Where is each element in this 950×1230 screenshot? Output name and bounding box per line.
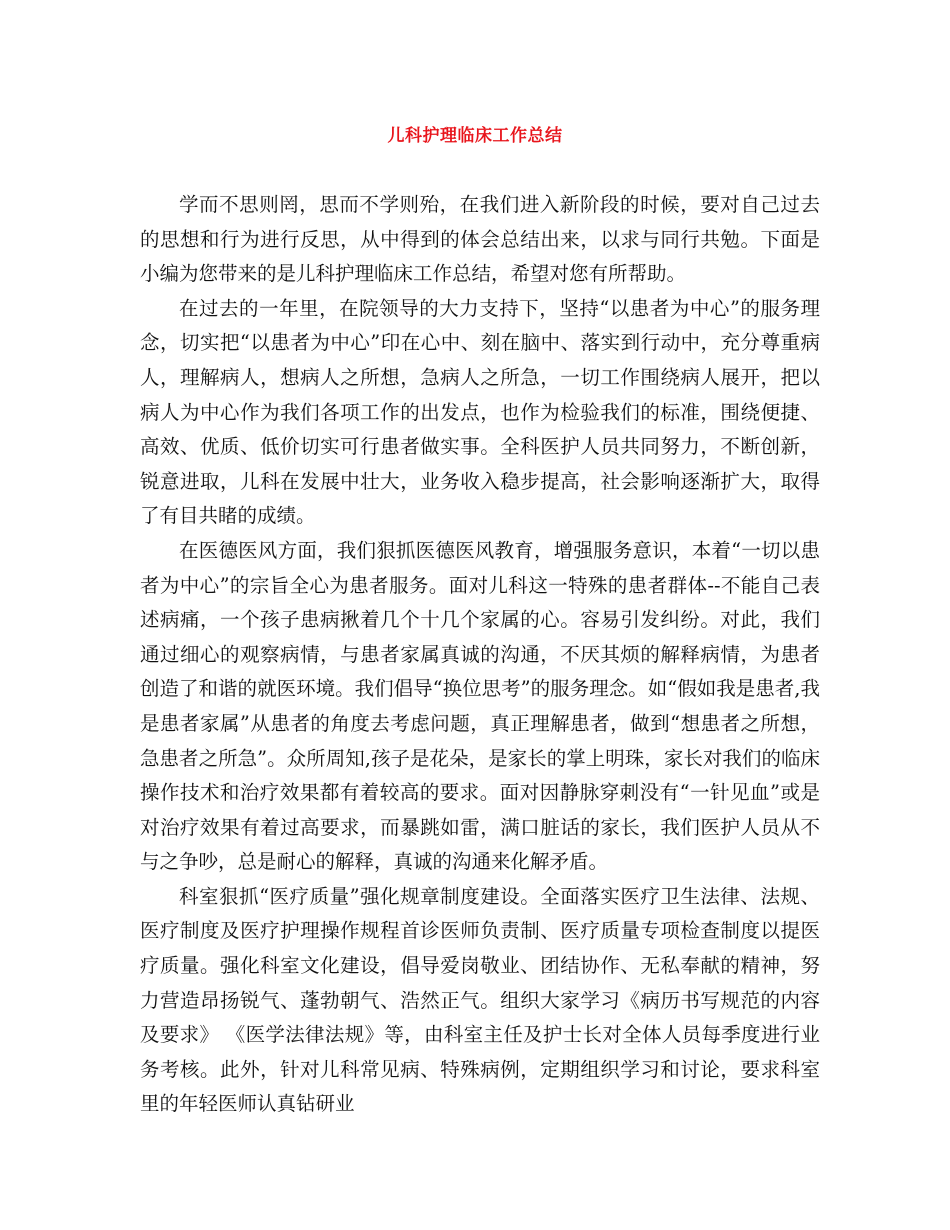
- paragraph: 在医德医风方面，我们狠抓医德医风教育，增强服务意识，本着“一切以患者为中心”的宗旨全心为患者服务。面对儿科这一特殊的患者群体--不能自己表述病痛，一个孩子患病揪着几个十几个家属的心。容易引发纠纷。对此，我们通过细心的观察病情，与患者家属真诚的沟通，不厌其烦的解释病情，为患者创造了和谐的就医环境。我们倡导“换位思考”的服务理念。如“假如我是患者,我是患者家属”从患者的角度去考虑问题，真正理解患者，做到“想患者之所想，急患者之所急”。众所周知,孩子是花朵，是家长的掌上明珠，家长对我们的临床操作技术和治疗效果都有着较高的要求。面对因静脉穿刺没有“一针见血”或是对治疗效果有着过高要求，而暴跳如雷，满口脏话的家长，我们医护人员从不与之争吵，总是耐心的解释，真诚的沟通来化解矛盾。: [140, 538, 820, 874]
- paragraph: 学而不思则罔，思而不学则殆，在我们进入新阶段的时候，要对自己过去的思想和行为进行反思，从中得到的体会总结出来，以求与同行共勉。下面是小编为您带来的是儿科护理临床工作总结，希望对您有所帮助。: [140, 193, 820, 286]
- paragraph: 在过去的一年里，在院领导的大力支持下，坚持“以患者为中心”的服务理念，切实把“以患者为中心”印在心中、刻在脑中、落实到行动中，充分尊重病人，理解病人，想病人之所想，急病人之所急，一切工作围绕病人展开，把以病人为中心作为我们各项工作的出发点，也作为检验我们的标准，围绕便捷、高效、优质、低价切实可行患者做实事。全科医护人员共同努力，不断创新，锐意进取，儿科在发展中壮大，业务收入稳步提高，社会影响逐渐扩大，取得了有目共睹的成绩。: [140, 296, 820, 528]
- document-title: 儿科护理临床工作总结: [387, 126, 563, 146]
- paragraph: 科室狠抓“医疗质量”强化规章制度建设。全面落实医疗卫生法律、法规、医疗制度及医疗护理操作规程首诊医师负责制、医疗质量专项检查制度以提医疗质量。强化科室文化建设，倡导爱岗敬业、团结协作、无私奉献的精神，努力营造昂扬锐气、蓬勃朝气、浩然正气。组织大家学习《病历书写规范的内容及要求》 《医学法律法规》等，由科室主任及护士长对全体人员每季度进行业务考核。此外，针对儿科常见病、特殊病例，定期组织学习和讨论，要求科室里的年轻医师认真钻研业: [140, 884, 820, 1116]
- document-body: [140, 188, 820, 1122]
